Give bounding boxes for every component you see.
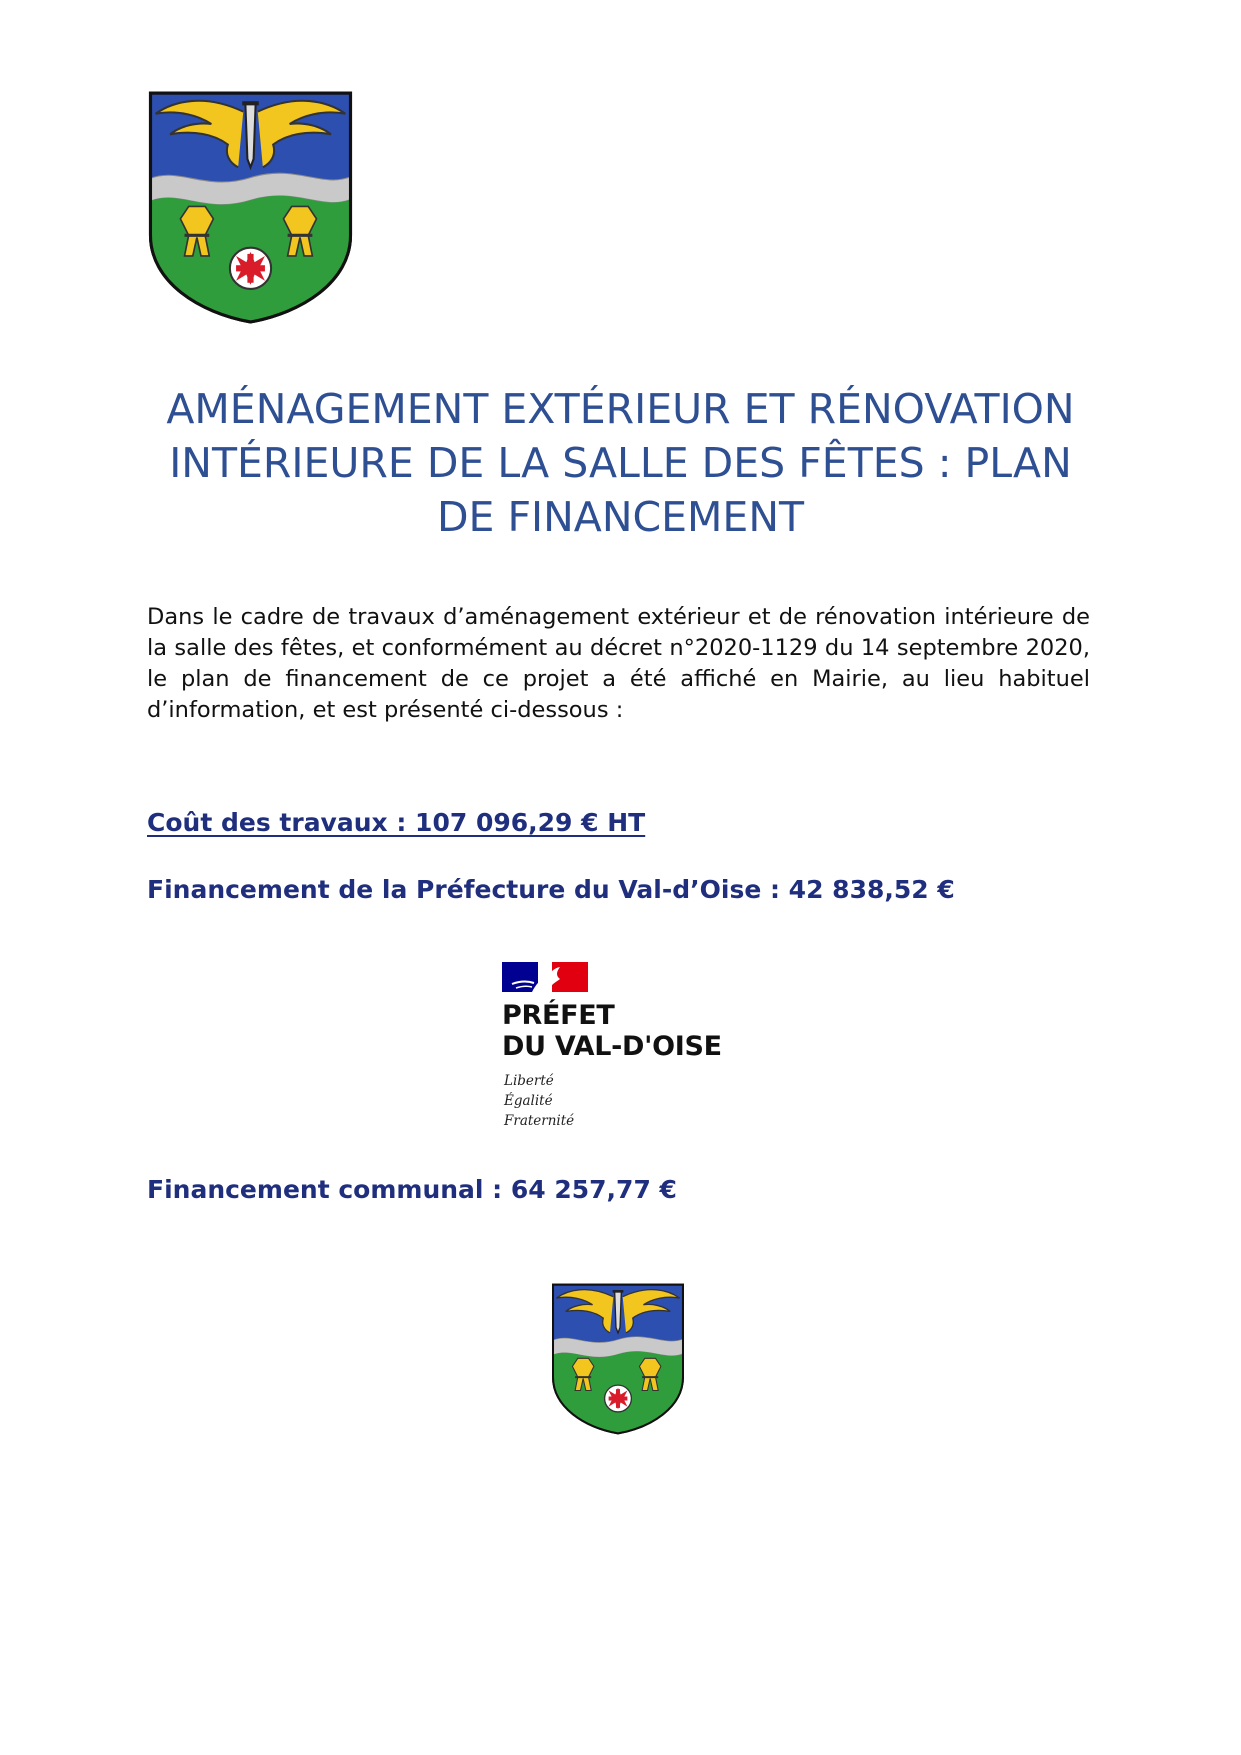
commune-funding-line: Financement communal : 64 257,77 € <box>147 1175 677 1204</box>
coat-of-arms-top <box>147 91 354 324</box>
prefet-name-line: DU VAL-D'OISE <box>502 1031 722 1062</box>
coat-of-arms-bottom <box>551 1282 685 1436</box>
marianne-flag-icon <box>502 962 588 992</box>
prefet-name <box>502 1000 722 1062</box>
motto-line: Égalité <box>504 1093 553 1109</box>
motto-line: Fraternité <box>504 1113 575 1129</box>
title-line: AMÉNAGEMENT EXTÉRIEUR ET RÉNOVATION <box>166 385 1075 433</box>
document-title <box>120 382 1121 544</box>
total-cost-line: Coût des travaux : 107 096,29 € HT <box>147 808 646 837</box>
motto-line: Liberté <box>504 1073 554 1089</box>
prefecture-funding-line: Financement de la Préfecture du Val-d’Oise : 42 838,52 € <box>147 875 955 904</box>
prefet-name-line: PRÉFET <box>502 1000 615 1031</box>
title-line: DE FINANCEMENT <box>436 493 805 541</box>
intro-paragraph: Dans le cadre de travaux d’aménagement extérieur et de rénovation intérieure de la salle des fêtes, et conformément au décret n°2020-1129 du 14 septembre 2020, le plan de financement de ce projet a été affiché en Mairie, au lieu habituel d’information, et est présenté ci-dessous : <box>147 604 1090 723</box>
prefet-logo <box>502 962 762 1132</box>
republic-motto <box>504 1071 574 1131</box>
title-line: INTÉRIEURE DE LA SALLE DES FÊTES : PLAN <box>169 439 1072 487</box>
